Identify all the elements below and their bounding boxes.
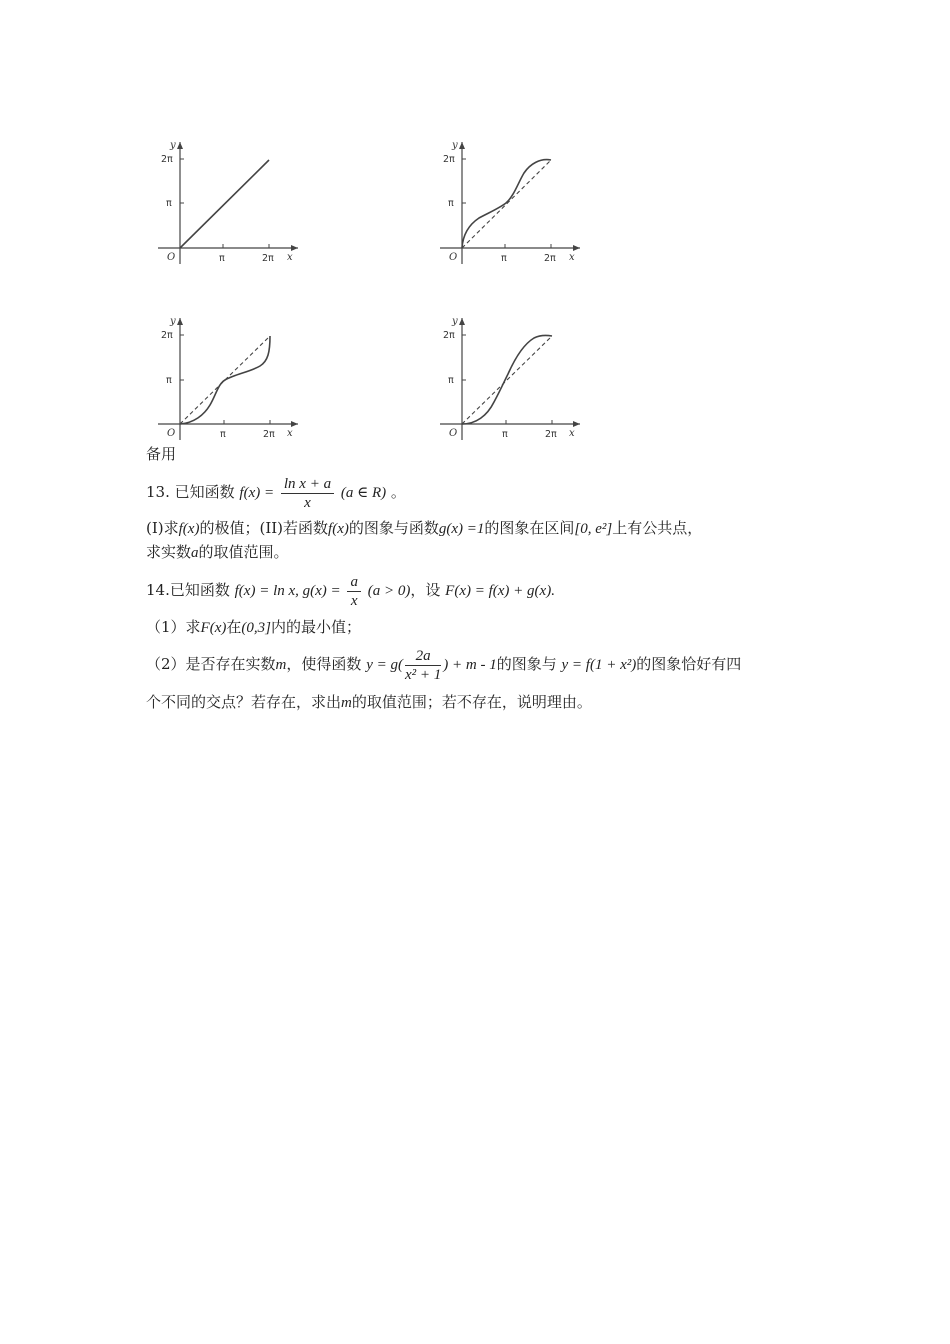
q13-line3-a: 求实数	[146, 543, 192, 561]
x-tick-label-pi: π	[502, 429, 508, 440]
q14-p2-c: 的图象与	[496, 655, 557, 673]
q14-part1	[146, 617, 361, 638]
reference-dashed-line	[462, 160, 551, 248]
q14-p2-a: （2）是否存在实数	[146, 655, 276, 673]
q13-fx: f(x) =	[239, 485, 275, 501]
x-axis-arrow	[573, 245, 580, 251]
q14-p2-m: m	[275, 657, 287, 673]
y-tick-label-2pi: 2π	[443, 330, 455, 341]
q13-text-d: 的图象在区间	[484, 519, 575, 537]
q13-end: 。	[390, 483, 406, 501]
q14-F-def: F(x) = f(x) + g(x).	[445, 583, 555, 599]
x-axis-arrow	[573, 421, 580, 427]
q14-fraction	[347, 573, 361, 610]
origin-label: O	[449, 428, 458, 439]
origin-label: O	[167, 428, 176, 439]
q14-condition: (a > 0)	[367, 583, 411, 599]
x-axis-arrow	[291, 245, 298, 251]
q13-fraction	[281, 475, 334, 512]
q13-condition: (a ∈ R)	[340, 485, 387, 501]
x-axis-arrow	[291, 421, 298, 427]
q13-fx-ref-2: f(x)	[328, 521, 349, 537]
q14-p1-b: 在	[226, 618, 242, 636]
q13-line3-b: 的取值范围。	[198, 543, 289, 561]
q14-part2-cont	[146, 692, 592, 713]
q14-line1	[146, 570, 555, 610]
y-label: y	[452, 140, 458, 151]
q13-fx-ref: f(x)	[178, 521, 200, 537]
curve-line	[180, 160, 269, 248]
graph-1	[150, 138, 310, 268]
q14-p3-b: 的取值范围；若不存在，说明理由。	[351, 693, 592, 711]
q14-f-def: f(x) = ln x, g(x) =	[234, 583, 341, 599]
q14-p2-b: ，使得函数	[286, 655, 362, 673]
q14-p2-numerator: 2a	[405, 647, 441, 666]
graph-2	[432, 138, 592, 268]
q13-text-c: 的图象与函数	[348, 519, 439, 537]
graph-2-svg	[432, 138, 592, 268]
q14-p1-F: F(x)	[200, 620, 227, 636]
q14-p2-y1a: y = g(	[366, 657, 403, 673]
x-tick-label-pi: π	[220, 429, 226, 440]
x-tick-label-2pi: 2π	[544, 253, 556, 264]
y-label: y	[452, 316, 458, 327]
q14-p2-y2: y = f(1 + x²)	[561, 657, 637, 673]
section-label: 备用	[146, 445, 177, 463]
q14-p2-y1b: ) + m - 1	[443, 657, 497, 673]
q14-p3-m: m	[341, 695, 352, 711]
q13-line1	[146, 472, 406, 512]
q14-p2-d: 的图象恰好有四	[636, 655, 742, 673]
x-tick-label-2pi: 2π	[263, 429, 275, 440]
graph-4	[432, 314, 592, 444]
y-label: y	[170, 140, 176, 151]
q13-denominator: x	[304, 494, 311, 511]
q14-mid: ，设	[410, 581, 441, 599]
x-label: x	[287, 252, 293, 263]
y-axis-arrow	[459, 142, 465, 149]
q14-numerator: a	[347, 573, 361, 592]
q14-p2-fraction	[405, 647, 441, 684]
q14-p1-a: （1）求	[146, 618, 201, 636]
y-tick-label-pi: π	[448, 198, 454, 209]
y-tick-label-2pi: 2π	[161, 154, 173, 165]
x-tick-label-2pi: 2π	[545, 429, 557, 440]
q13-interval: [0, e²]	[574, 521, 613, 537]
q14-p1-interval: (0,3]	[241, 620, 271, 636]
y-axis-arrow	[177, 318, 183, 325]
graph-3	[150, 314, 310, 444]
q14-p2-denominator: x² + 1	[404, 666, 442, 683]
y-tick-label-pi: π	[448, 375, 454, 386]
origin-label: O	[449, 252, 458, 263]
y-label: y	[170, 316, 176, 327]
y-tick-label-pi: π	[166, 198, 172, 209]
x-label: x	[569, 252, 575, 263]
q13-text-e: 上有公共点，	[612, 519, 703, 537]
graph-3-svg	[150, 314, 310, 444]
q13-part-ii: 的极值；(II)若函数	[199, 519, 329, 537]
q14-denominator: x	[350, 592, 358, 609]
q13-gx: g(x) =1	[438, 521, 485, 537]
q13-var-a: a	[191, 545, 199, 561]
x-tick-label-pi: π	[219, 253, 225, 264]
graph-1-svg	[150, 138, 310, 268]
q13-prefix: 13. 已知函数	[146, 483, 235, 501]
y-tick-label-2pi: 2π	[443, 154, 455, 165]
graph-4-svg	[432, 314, 592, 444]
q14-p1-c: 内的最小值；	[270, 618, 361, 636]
y-tick-label-2pi: 2π	[161, 330, 173, 341]
q14-part2	[146, 644, 741, 684]
y-tick-label-pi: π	[166, 375, 172, 386]
y-axis-arrow	[177, 142, 183, 149]
q13-part-i: (I)求	[146, 519, 179, 537]
q13-line3	[146, 542, 289, 563]
x-label: x	[287, 428, 293, 439]
q13-line2	[146, 518, 702, 539]
reference-dashed-line	[462, 336, 552, 424]
x-tick-label-2pi: 2π	[262, 253, 274, 264]
q13-numerator: ln x + a	[281, 475, 334, 494]
origin-label: O	[167, 252, 176, 263]
x-label: x	[569, 428, 575, 439]
x-tick-label-pi: π	[501, 253, 507, 264]
q14-p3-a: 个不同的交点？若存在，求出	[146, 693, 342, 711]
y-axis-arrow	[459, 318, 465, 325]
q14-prefix: 14.已知函数	[146, 581, 230, 599]
